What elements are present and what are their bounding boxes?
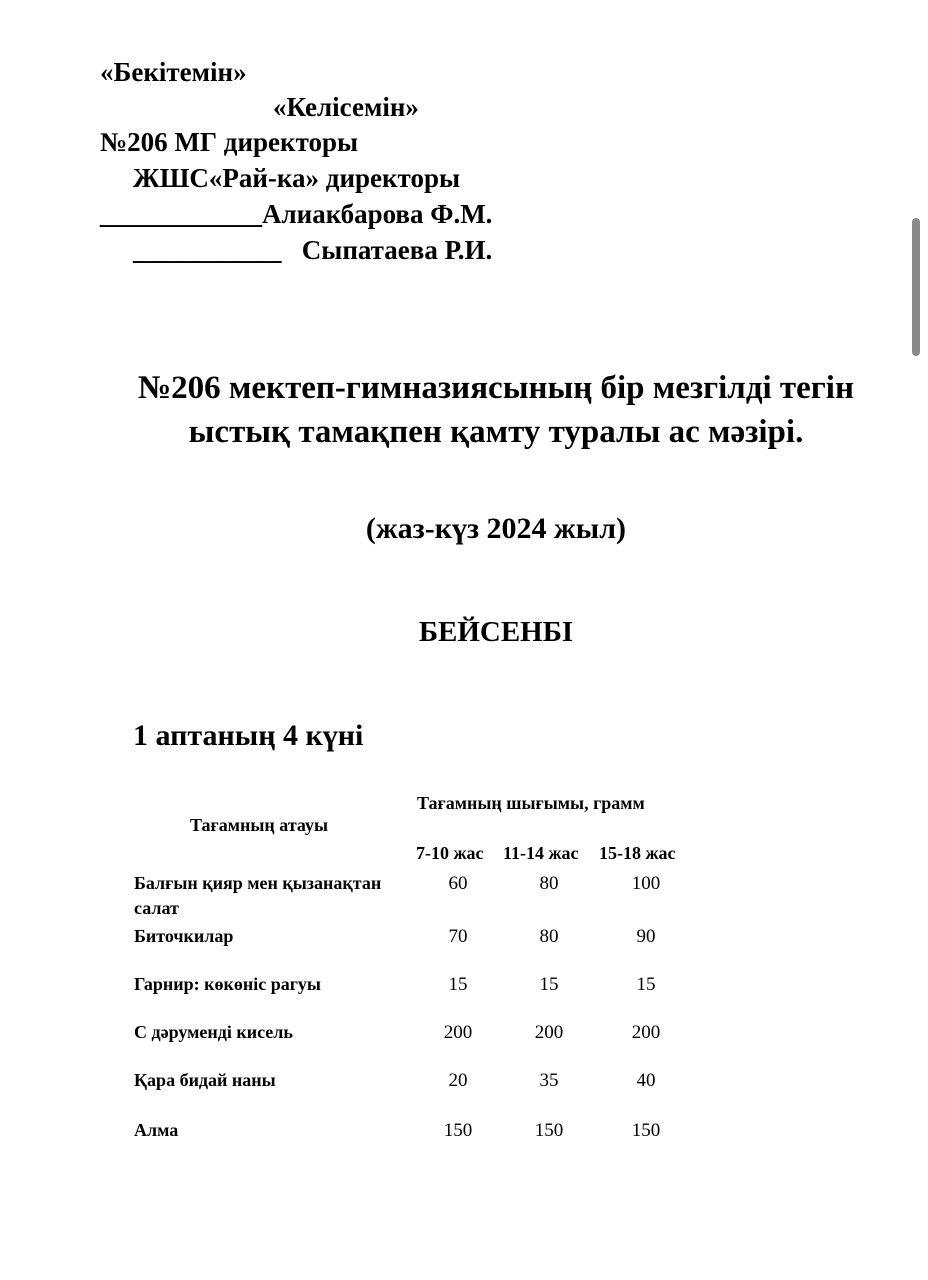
portion-value: 150	[443, 1120, 473, 1141]
school-director-label: №206 МГ директоры	[100, 127, 359, 157]
document-title: №206 мектеп-гимназиясының бір мезгілді тегін ыстық тамақпен қамту туралы ас мәзірі.	[138, 370, 854, 450]
dish-name: Биточкилар	[134, 926, 234, 946]
weekday-heading: БЕЙСЕНБІ	[418, 616, 574, 648]
portion-value: 80	[539, 926, 559, 947]
portion-value: 15	[539, 974, 559, 995]
portion-value: 200	[534, 1022, 564, 1043]
portion-value: 70	[448, 926, 468, 947]
portion-value: 35	[539, 1070, 559, 1091]
dish-name: С дәруменді кисель	[134, 1022, 293, 1042]
age-group-header: 7-10 жас	[416, 843, 484, 863]
portion-value: 60	[448, 873, 468, 894]
dish-name: Қара бидай наны	[134, 1070, 276, 1090]
age-group-header: 11-14 жас	[503, 843, 579, 863]
approve-label: «Бекітемін»	[100, 57, 247, 87]
portion-value: 100	[631, 873, 661, 894]
portion-value: 20	[448, 1070, 468, 1091]
vertical-scrollbar[interactable]	[912, 218, 920, 356]
signature-line-2: ___________ Сыпатаева Р.И.	[133, 235, 493, 265]
portion-value: 150	[534, 1120, 564, 1141]
portion-value: 40	[636, 1070, 656, 1091]
column-header-name: Тағамның атауы	[190, 815, 329, 835]
dish-name: Гарнир: көкөніс рагуы	[134, 974, 321, 994]
dish-name: Балғын қияр мен қызанақтан салат	[134, 873, 382, 918]
portion-value: 200	[443, 1022, 473, 1043]
dish-name: Алма	[134, 1120, 179, 1140]
portion-value: 80	[539, 873, 559, 894]
signature-line-1: ____________Алиакбарова Ф.М.	[100, 199, 493, 229]
portion-value: 200	[631, 1022, 661, 1043]
portion-value: 15	[448, 974, 468, 995]
age-group-header: 15-18 жас	[599, 843, 676, 863]
week-day-heading: 1 аптаның 4 күні	[133, 719, 364, 752]
agree-label: «Келісемін»	[273, 92, 419, 122]
portion-value: 90	[636, 926, 656, 947]
column-header-output: Тағамның шығымы, грамм	[417, 793, 645, 813]
document-subtitle: (жаз-күз 2024 жыл)	[365, 512, 627, 545]
portion-value: 150	[631, 1120, 661, 1141]
llp-director-label: ЖШС«Рай-ка» директоры	[133, 163, 461, 193]
portion-value: 15	[636, 974, 656, 995]
